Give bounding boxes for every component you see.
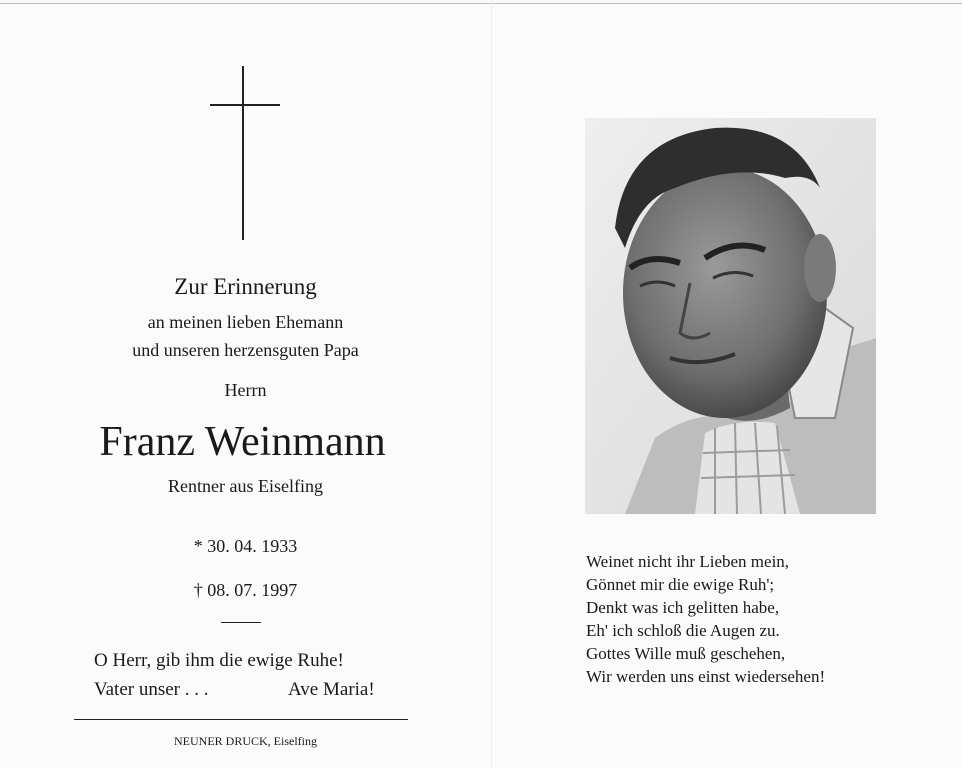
memorial-heading: Zur Erinnerung (174, 274, 317, 299)
poem-line: Weinet nicht ihr Lieben mein, (586, 552, 790, 571)
dedication-line-2: und unseren herzensguten Papa (132, 340, 359, 360)
poem-line: Wir werden uns einst wiedersehen! (586, 667, 826, 686)
dedication-line-1: an meinen lieben Ehemann (147, 312, 344, 332)
death-date: † 08. 07. 1997 (193, 580, 298, 600)
cross-icon-bar (210, 104, 280, 106)
poem-line: Gottes Wille muß geschehen, (586, 644, 786, 663)
poem-line: Denkt was ich gelitten habe, (586, 598, 780, 617)
birth-date: * 30. 04. 1933 (193, 536, 298, 556)
poem-line: Gönnet mir die ewige Ruh'; (586, 575, 775, 594)
deceased-name: Franz Weinmann (99, 419, 386, 465)
divider-long (74, 719, 408, 720)
prayer-ave-maria: Ave Maria! (288, 679, 375, 700)
printer-credit: NEUNER DRUCK, Eiselfing (174, 734, 317, 748)
honorific: Herrn (224, 380, 267, 400)
cross-icon (242, 66, 244, 240)
portrait-photo (585, 118, 876, 514)
divider-short (221, 622, 261, 623)
prayer-vater-unser: Vater unser . . . (94, 679, 209, 700)
prayer-line: O Herr, gib ihm die ewige Ruhe! (94, 650, 344, 671)
occupation: Rentner aus Eiselfing (168, 476, 323, 496)
poem-line: Eh' ich schloß die Augen zu. (586, 621, 780, 640)
